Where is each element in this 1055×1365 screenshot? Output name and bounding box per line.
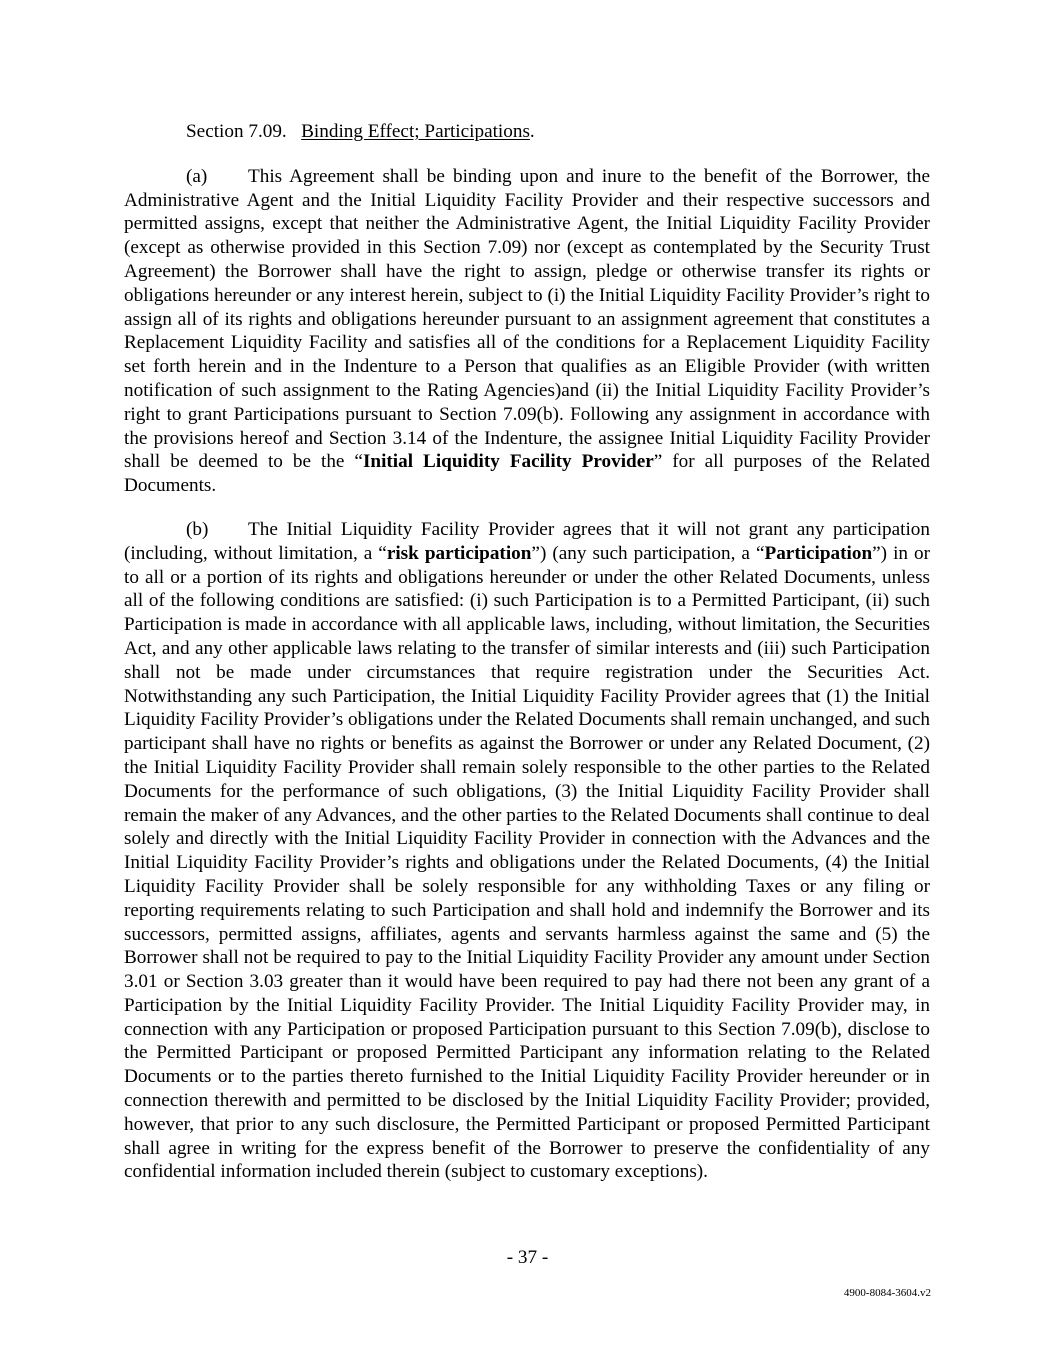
page-number: - 37 - <box>506 1247 549 1268</box>
document-body <box>124 120 930 1204</box>
paragraph-b-text-3: ”) in or to all or a portion of its rights and obligations hereunder or under the other Related Documents, unless all of the following conditions are satisfied: (i) such Participation is to a Permitted Participant, (ii) such Participation is made in accordance with all applicable laws, including, without limitation, the Securities Act, and any other applicable laws relating to the transfer of similar interests and (iii) such Participation shall not be made under circumstances that require registration under the Securities Act. Notwithstanding any such Participation, the Initial Liquidity Facility Provider agrees that (1) the Initial Liquidity Facility Provider’s obligations under the Related Documents shall remain unchanged, and such participant shall have no rights or benefits as against the Borrower or under any Related Document, (2) the Initial Liquidity Facility Provider shall remain solely responsible to the other parties to the Related Documents for the performance of such obligations, (3) the Initial Liquidity Facility Provider shall remain the maker of any Advances, and the other parties to the Related Documents shall continue to deal solely and directly with the Initial Liquidity Facility Provider in connection with the Advances and the Initial Liquidity Facility Provider’s rights and obligations under the Related Documents, (4) the Initial Liquidity Facility Provider shall be solely responsible for any withholding Taxes or any filing or reporting requirements relating to such Participation and shall hold and indemnify the Borrower and its successors, permitted assigns, affiliates, agents and servants harmless against the same and (5) the Borrower shall not be required to pay to the Initial Liquidity Facility Provider any amount under Section 3.01 or Section 3.03 greater than it would have been required to pay had there not been any grant of a Participation by the Initial Liquidity Facility Provider. The Initial Liquidity Facility Provider may, in connection with any Participation or proposed Participation pursuant to this Section 7.09(b), disclose to the Permitted Participant or proposed Permitted Participant any information relating to the Related Documents or to the parties thereto furnished to the Initial Liquidity Facility Provider hereunder or in connection therewith and permitted to be disclosed by the Initial Liquidity Facility Provider; provided, however, that prior to any such disclosure, the Permitted Participant or proposed Permitted Participant shall agree in writing for the express benefit of the Borrower to preserve the confidentiality of any confidential information included therein (subject to customary exceptions). <box>124 542 930 1183</box>
document-id: 4900-8084-3604.v2 <box>843 1287 931 1299</box>
defined-term-initial-liquidity-facility-provider: Initial Liquidity Facility Provider <box>362 451 654 473</box>
paragraph-b <box>124 518 930 1184</box>
paragraph-b-label: (b) <box>186 518 209 540</box>
defined-term-participation: Participation <box>764 542 873 564</box>
paragraph-a <box>124 165 930 498</box>
section-heading <box>124 120 930 144</box>
section-title-period: . <box>529 121 535 142</box>
defined-term-risk-participation: risk participation <box>386 542 532 564</box>
paragraph-a-text-1: This Agreement shall be binding upon and inure to the benefit of the Borrower, the Administrative Agent and the Initial Liquidity Facility Provider and their respective successors and permitted assigns, except that neither the Administrative Agent, the Initial Liquidity Facility Provider (except as otherwise provided in this Section 7.09) nor (except as contemplated by the Security Trust Agreement) the Borrower shall have the right to assign, pledge or otherwise transfer its rights or obligations hereunder or any interest herein, subject to (i) the Initial Liquidity Facility Provider’s right to assign all of its rights and obligations hereunder pursuant to an assignment agreement that constitutes a Replacement Liquidity Facility and satisfies all of the conditions for a Replacement Liquidity Facility set forth herein and in the Indenture to a Person that qualifies as an Eligible Provider (with written notification of such assignment to the Rating Agencies)and (ii) the Initial Liquidity Facility Provider’s right to grant Participations pursuant to Section 7.09(b). Following any assignment in accordance with the provisions hereof and Section 3.14 of the Indenture, the assignee Initial Liquidity Facility Provider shall be deemed to be the “ <box>124 165 930 473</box>
section-number: Section 7.09. <box>186 121 287 142</box>
paragraph-b-text-2: ”) (any such participation, a “ <box>531 542 765 564</box>
paragraph-b-text-1: The Initial Liquidity Facility Provider agrees that it will not grant any participation (including, without limitation, a “ <box>124 518 930 564</box>
paragraph-a-text-2: ” for all purposes of the Related Documents. <box>124 451 930 497</box>
paragraph-a-label: (a) <box>186 165 208 187</box>
section-title: Binding Effect; Participations <box>301 121 530 142</box>
